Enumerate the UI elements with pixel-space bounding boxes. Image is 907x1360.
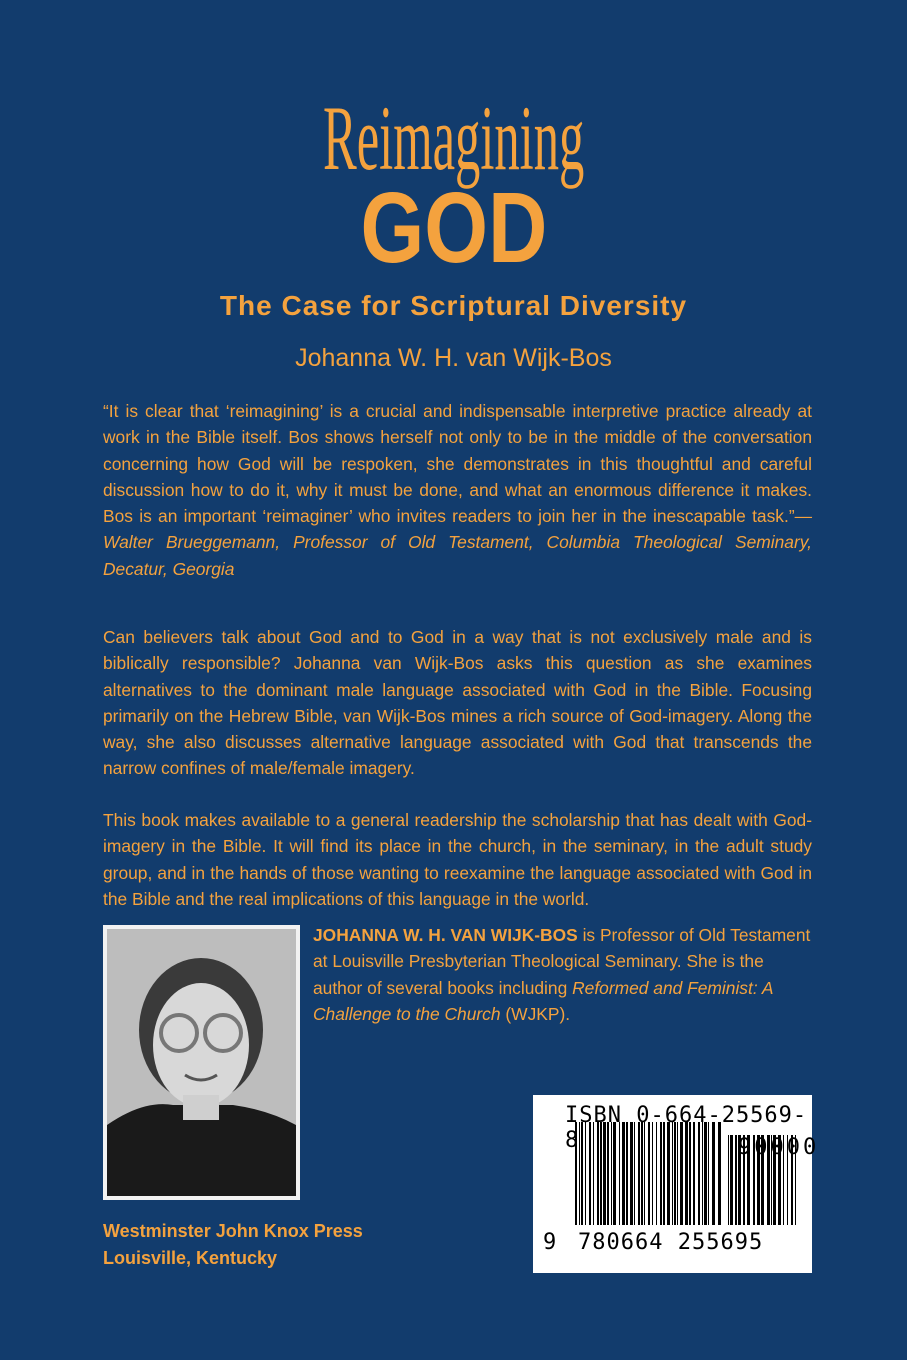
- description-paragraph: This book makes available to a general readership the scholarship that has dealt with God-imagery in the Bible. It will find its place in the church, in the seminary, in the adult study group, and in the hands of those wanting to reexamine the language associated with God in the Bible and the real implications of this language in the world.: [103, 810, 812, 909]
- publisher: [103, 1218, 363, 1272]
- author-photo: [103, 925, 300, 1200]
- price-code: 90000: [738, 1135, 820, 1160]
- author-bio: JOHANNA W. H. VAN WIJK-BOS is Professor of Old Testament at Louisville Presbyterian Theological Seminary. She is the author of several books including Reformed and Feminist: A Challenge to the Church (WJKP).: [313, 925, 811, 1024]
- publisher-location: Louisville, Kentucky: [103, 1248, 278, 1268]
- author-name: Johanna W. H. van Wijk-Bos: [295, 344, 612, 372]
- isbn-text: ISBN 0-664-25569-8: [565, 1103, 808, 1153]
- publisher-name: Westminster John Knox Press: [103, 1221, 363, 1241]
- barcode-digits: 780664 255695: [578, 1230, 764, 1255]
- endorsement-quote: “It is clear that ‘reimagining’ is a crucial and indispensable interpretive practice already at work in the Bible itself. Bos shows herself not only to be in the middle of the conversation concerning how God will be respoken, she demonstrates in this thoughtful and careful discussion how to do it, why it must be done, and what an enormous difference it makes. Bos is an important ‘reimaginer’ who invites readers to join her in the inescapable task.”—Walter Brueggemann, Professor of Old Testament, Columbia Theological Seminary, Decatur, Georgia: [103, 401, 812, 579]
- barcode-lead-digit: 9: [543, 1230, 557, 1255]
- description-paragraph: Can believers talk about God and to God in a way that is not exclusively male and is biblically responsible? Johanna van Wijk-Bos asks this question as she examines alternatives to the dominant male language associated with God in the Bible. Focusing primarily on the Hebrew Bible, van Wijk-Bos mines a rich source of God-imagery. Along the way, she also discusses alternative language associated with God that transcends the narrow confines of male/female imagery.: [103, 627, 812, 779]
- endorsement-attribution: —Walter Brueggemann, Professor of Old Testament, Columbia Theological Seminary, Decatur, Georgia: [103, 506, 812, 579]
- title-reimagining: Reimagining: [322, 87, 585, 189]
- subtitle: The Case for Scriptural Diversity: [219, 290, 688, 321]
- title-god: GOD: [360, 172, 547, 284]
- isbn-barcode: [533, 1095, 820, 1273]
